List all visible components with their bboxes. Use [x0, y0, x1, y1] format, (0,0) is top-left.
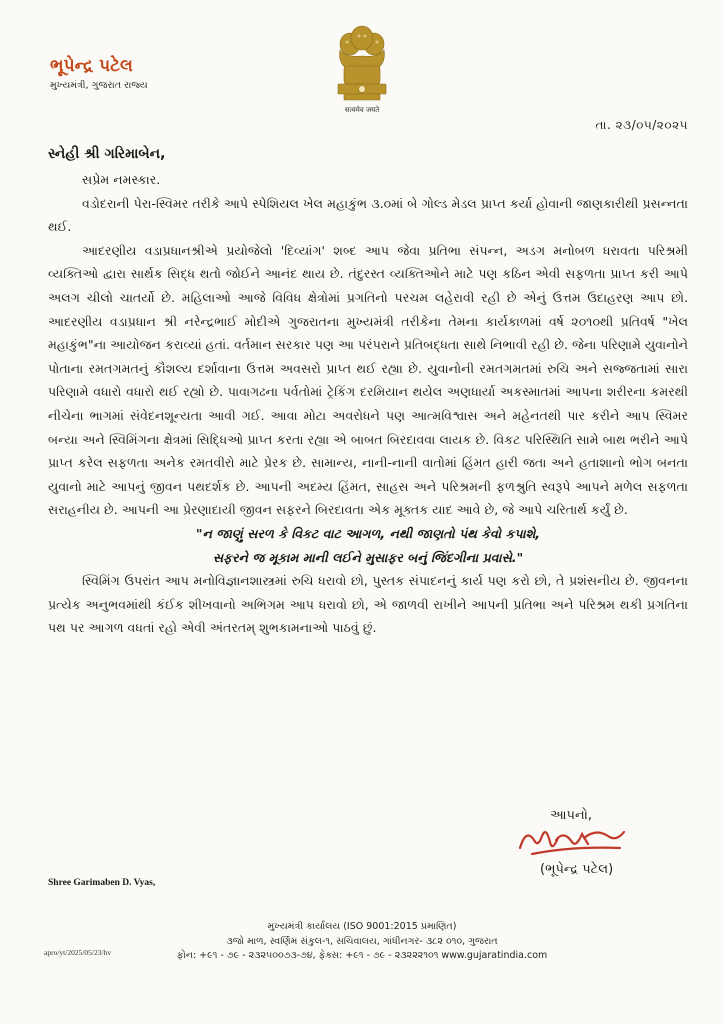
salutation: સ્નેહી શ્રી ગરિમાબેન, — [48, 146, 166, 162]
footer-office: મુખ્યમંત્રી કાર્યાલય (ISO 9001:2015 પ્રમાણિત) — [267, 921, 457, 932]
footer-contact: ફોન: +૯૧ - ૭૯ - ૨૩૨૫૦૦૭૩-૭૪, ફેક્સ: +૯૧ - ૭૯ - ૨૩૨૨૨૧૦૧ www.gujaratindia.com — [176, 950, 548, 961]
quote-line-2: સફરને જ મૂકામ માની લઈને મુસાફર બનું જિંદગીના પ્રવાસે." — [212, 549, 524, 565]
recipient-name: Shree Garimaben D. Vyas, — [48, 878, 156, 888]
closing: આપનો, — [550, 808, 593, 823]
reference-number: apro/yt/2025/05/23/hv — [44, 948, 112, 957]
paragraph-wishes: સ્વિમિંગ ઉપરાંત આપ મનોવિજ્ઞાનશાસ્ત્રમાં રુચિ ધરાવો છો, પુસ્તક સંપાદનનું કાર્ય પણ કરો છો, તે પ્રશંસનીય છે. જીવનના પ્રત્યેક અનુભવમાંથી કંઈક શીખવાનો અભિગમ આપ ધરાવો છો, એ જાળવી રાખીને આપની પ્રતિભા અને પરિશ્રમ થકી પ્રગતિના પથ પર આગળ વધતાં રહો એવી અંતરતમ્ શુભકામનાઓ પાઠવું છું. — [48, 573, 688, 636]
national-emblem-icon — [330, 22, 394, 112]
paragraph-achievement: વડોદરાની પેરા-સ્વિમર તરીકે આપે સ્પેશિયલ ખેલ મહાકુંભ ૩.૦માં બે ગોલ્ડ મેડલ પ્રાપ્ત કર્યા હોવાની જાણકારીથી પ્રસન્નતા થઈ. — [48, 195, 688, 235]
emblem-motto: सत्यमेव जयते — [344, 106, 380, 114]
letterhead-name: ભૂપેન્દ્ર પટેલ — [50, 56, 133, 76]
letter-body — [48, 168, 688, 640]
signatory-name: (ભૂપેન્દ્ર પટેલ) — [540, 862, 614, 877]
letter-date: તા. ૨૩/૦૫/૨૦૨૫ — [595, 118, 688, 132]
paragraph-appreciation: આદરણીય વડાપ્રધાનશ્રીએ પ્રયોજેલો 'દિવ્યાંગ' શબ્દ આપ જેવા પ્રતિભા સંપન્ન, અડગ મનોબળ ધરાવતા પરિશ્રમી વ્યક્તિઓ દ્વારા સાર્થક સિદ્ધ થતો જોઈને આનંદ થાય છે. તંદુરસ્ત વ્યક્તિઓને માટે પણ કઠિન એવી સફળતા પ્રાપ્ત કરી આપે અલગ ચીલો ચાતર્યો છે. મહિલાઓ આજે વિવિધ ક્ષેત્રોમાં પ્રગતિનો પરચમ લહેરાવી રહી છે એનું ઉત્તમ ઉદાહરણ આપ છો. આદરણીય વડાપ્રધાન શ્રી નરેન્દ્રભાઈ મોદીએ ગુજરાતના મુખ્યમંત્રી તરીકેના તેમના કાર્યકાળમાં વર્ષ ૨૦૧૦થી પ્રતિવર્ષ "ખેલ મહાકુંભ"ના આયોજન કરાવ્યાં હતાં. વર્તમાન સરકાર પણ આ પરંપરાને પ્રતિબદ્ધતા સાથે નિભાવી રહી છે. જેના પરિણામે યુવાનોને પોતાના રમતગમતનું કૌશલ્ય દર્શાવાના ઉત્તમ અવસરો પ્રાપ્ત થઈ રહ્યા છે. યુવાનોની રમતગમતમાં રુચિ અને સજ્જતામાં સારા પરિણામે વધારો વધારો થઈ રહ્યો છે. પાવાગઢના પર્વતોમાં ટ્રેકિંગ દરમિયાન થયેલ અણધાર્યા અકસ્માતમાં આપના શરીરના કમરથી નીચેના ભાગમાં સંવેદનશૂન્યતા આવી ગઈ. આવા મોટા અવરોધને પણ આત્મવિશ્વાસ અને મહેનતથી પાર કરીને આપ સ્વિમર બન્યા અને સ્વિમિંગના ક્ષેત્રમાં સિદ્ધિઓ પ્રાપ્ત કરતા રહ્યા એ બાબત બિરદાવવા લાયક છે. વિકટ પરિસ્થિતિ સામે બાથ ભરીને આપે પ્રાપ્ત કરેલ સફળતા અનેક રમતવીરો માટે પ્રેરક છે. સામાન્ય, નાની-નાની વાતોમાં હિંમત હારી જતા અને હતાશાનો ભોગ બનતા યુવાનો માટે આપનું જીવન પથદર્શક છે. આપની અદમ્ય હિંમત, સાહસ અને પરિશ્રમની ફળશ્રુતિ સ્વરૂપે આપને મળેલ સફળતા સરાહનીય છે. આપની આ પ્રેરણાદાયી જીવન સફરને બિરદાવતા એક મૂક્તક યાદ આવે છે, જે આપે ચરિતાર્થ કર્યું છે. — [48, 242, 688, 518]
quote-line-1: "ન જાણું સરળ કે વિકટ વાટ આગળ, નથી જાણતો પંથ કેવો કપાશે, — [195, 525, 541, 541]
greeting: સપ્રેમ નમસ્કાર. — [82, 172, 161, 187]
letterhead-designation: મુખ્યમંત્રી, ગુજરાત રાજ્ય — [50, 80, 148, 91]
signature-icon — [512, 818, 632, 864]
footer-address: ૩જો માળ, સ્વર્ણિમ સંકુલ-૧, સચિવાલય, ગાંધીનગર- ૩૮૨ ૦૧૦, ગુજરાત — [226, 935, 498, 947]
